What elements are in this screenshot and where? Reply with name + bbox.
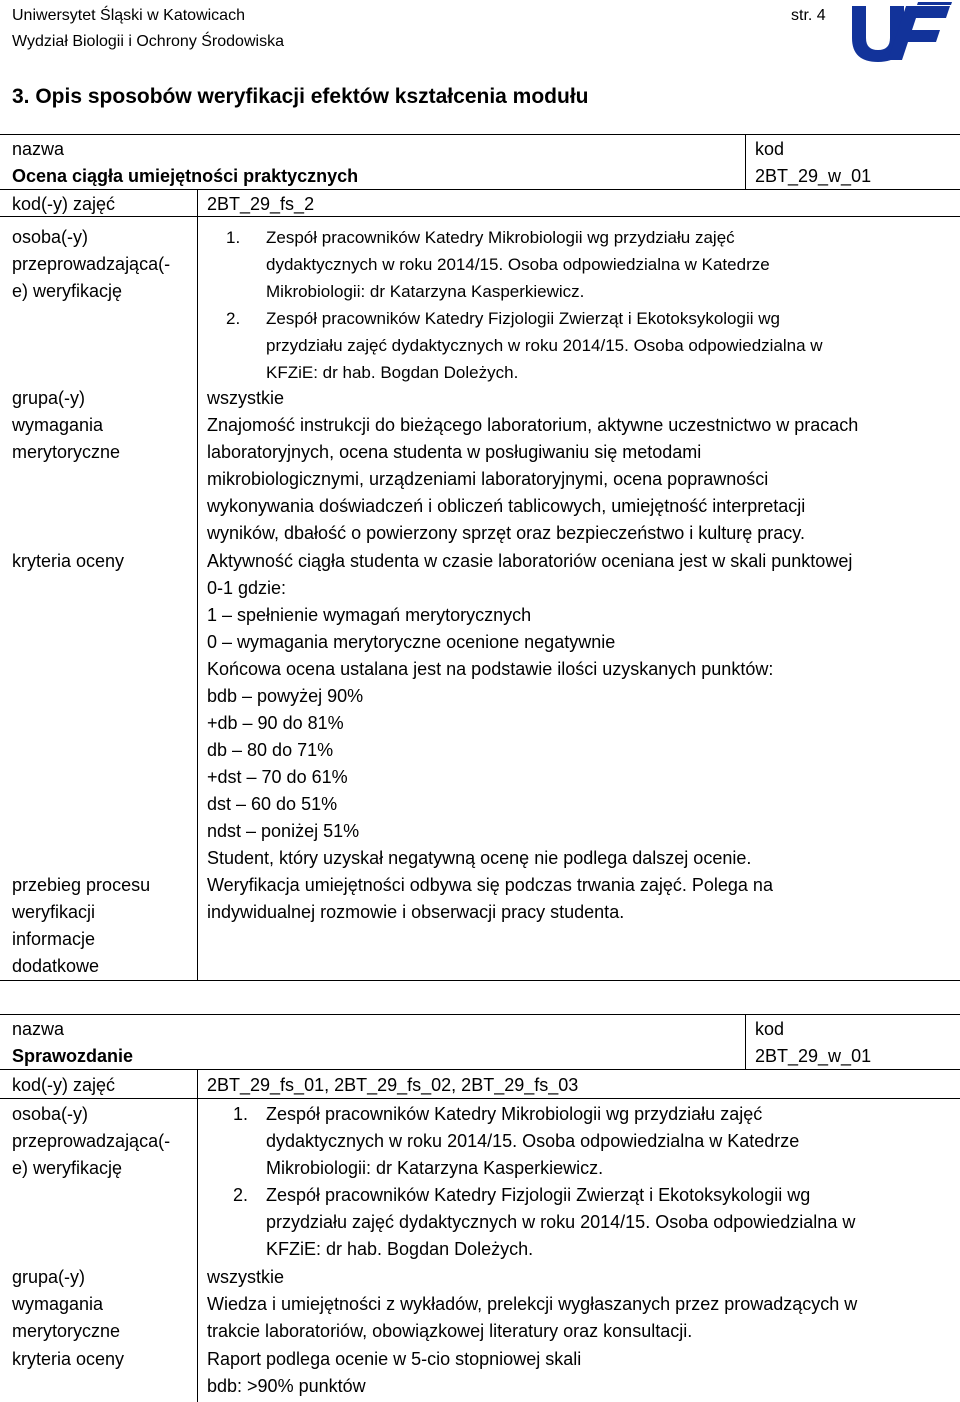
module-code: 2BT_29_w_01 [755, 166, 872, 186]
class-code: 2BT_29_fs_2 [207, 194, 315, 214]
university-logo [848, 0, 952, 64]
table-border [745, 134, 746, 190]
table-border [0, 1014, 960, 1015]
table-border [197, 1069, 198, 1402]
page-number: str. 4 [791, 7, 826, 24]
code-label: kod [755, 139, 785, 159]
module-code: 2BT_29_w_01 [755, 1046, 872, 1066]
faculty-name: Wydział Biologii i Ochrony Środowiska [12, 33, 284, 50]
requirements-label: wymagania merytoryczne [12, 415, 121, 462]
criteria-label: kryteria oceny [12, 551, 125, 571]
class-code: 2BT_29_fs_01, 2BT_29_fs_02, 2BT_29_fs_03 [207, 1075, 579, 1095]
table-border [197, 189, 198, 981]
persons-list [208, 1101, 855, 1263]
groups-value: wszystkie [207, 1267, 285, 1287]
requirements-label: wymagania merytoryczne [12, 1294, 121, 1341]
criteria-label: kryteria oceny [12, 1349, 125, 1369]
process-text: Weryfikacja umiejętności odbywa się podczas trwania zajęć. Polega na indywidualnej rozmowie i obserwacji pracy studenta. [207, 875, 773, 922]
module-name: Ocena ciągła umiejętności praktycznych [12, 166, 359, 186]
section-title: 3. Opis sposobów weryfikacji efektów kształcenia modułu [12, 85, 589, 108]
code-label: kod [755, 1019, 785, 1039]
list-item: 2. Zespół pracowników Katedry Fizjologii Zwierząt i Ekotoksykologii wg przydziału zajęć dydaktycznych w roku 2014/15. Osoba odpowiedzialna w KFZiE: dr hab. Bogdan Doleżych. [226, 309, 823, 382]
name-label: nazwa [12, 139, 65, 159]
process-label: przebieg procesu weryfikacji [12, 875, 151, 922]
class-code-label: kod(-y) zajęć [12, 194, 116, 214]
list-item: 2. Zespół pracowników Katedry Fizjologii Zwierząt i Ekotoksykologii wg przydziału zajęć dydaktycznych w roku 2014/15. Osoba odpowiedzialna w KFZiE: dr hab. Bogdan Doleżych. [233, 1185, 856, 1259]
persons-list [218, 224, 823, 386]
list-item: 1. Zespół pracowników Katedry Mikrobiologii wg przydziału zajęć dydaktycznych w roku 2014/15. Osoba odpowiedzialna w Katedrze Mikrobiologii: dr Katarzyna Kasperkiewicz. [226, 228, 770, 301]
groups-value: wszystkie [207, 388, 285, 408]
criteria-text: Aktywność ciągła studenta w czasie laboratoriów oceniana jest w skali punktowej 0-1 gdzie: 1 – spełnienie wymagań merytorycznych 0 – wymagania merytoryczne ocenione negatywnie Końcowa ocena ustalana jest na podstawie ilości uzyskanych punktów: bdb – powyżej 90% +db – 90 do 81% db – 80 do 71% +dst – 70 do 61% dst – 60 do 51% ndst – poniżej 51% Student, który uzyskał negatywną ocenę nie podlega dalszej ocenie. [207, 551, 853, 868]
table-border [0, 216, 960, 217]
class-code-label: kod(-y) zajęć [12, 1075, 116, 1095]
requirements-text: Wiedza i umiejętności z wykładów, prelekcji wygłaszanych przez prowadzących w trakcie laboratoriów, obowiązkowej literatury oraz konsultacji. [207, 1294, 858, 1341]
groups-label: grupa(-y) [12, 388, 86, 408]
persons-label: osoba(-y) przeprowadzająca(- e) weryfikację [12, 1104, 171, 1178]
table-border [745, 1014, 746, 1070]
table-border [0, 980, 960, 981]
groups-label: grupa(-y) [12, 1267, 86, 1287]
module-name: Sprawozdanie [12, 1046, 134, 1066]
requirements-text: Znajomość instrukcji do bieżącego laboratorium, aktywne uczestnictwo w pracach laboratoryjnych, ocena studenta w posługiwaniu się metodami mikrobiologicznymi, urządzeniami laboratoryjnymi, ocena poprawności wykonywania doświadczeń i obliczeń tablicowych, umiejętność interpretacji wyników, dbałość o powierzony sprzęt oraz bezpieczeństwo i kulturę pracy. [207, 415, 859, 543]
university-name: Uniwersytet Śląski w Katowicach [12, 7, 245, 24]
persons-label: osoba(-y) przeprowadzająca(- e) weryfikację [12, 227, 171, 301]
table-border [0, 134, 960, 135]
list-item: 1. Zespół pracowników Katedry Mikrobiologii wg przydziału zajęć dydaktycznych w roku 2014/15. Osoba odpowiedzialna w Katedrze Mikrobiologii: dr Katarzyna Kasperkiewicz. [233, 1104, 800, 1178]
name-label: nazwa [12, 1019, 65, 1039]
criteria-text: Raport podlega ocenie w 5-cio stopniowej skali bdb: >90% punktów [207, 1349, 582, 1396]
info-label: informacje dodatkowe [12, 929, 100, 976]
